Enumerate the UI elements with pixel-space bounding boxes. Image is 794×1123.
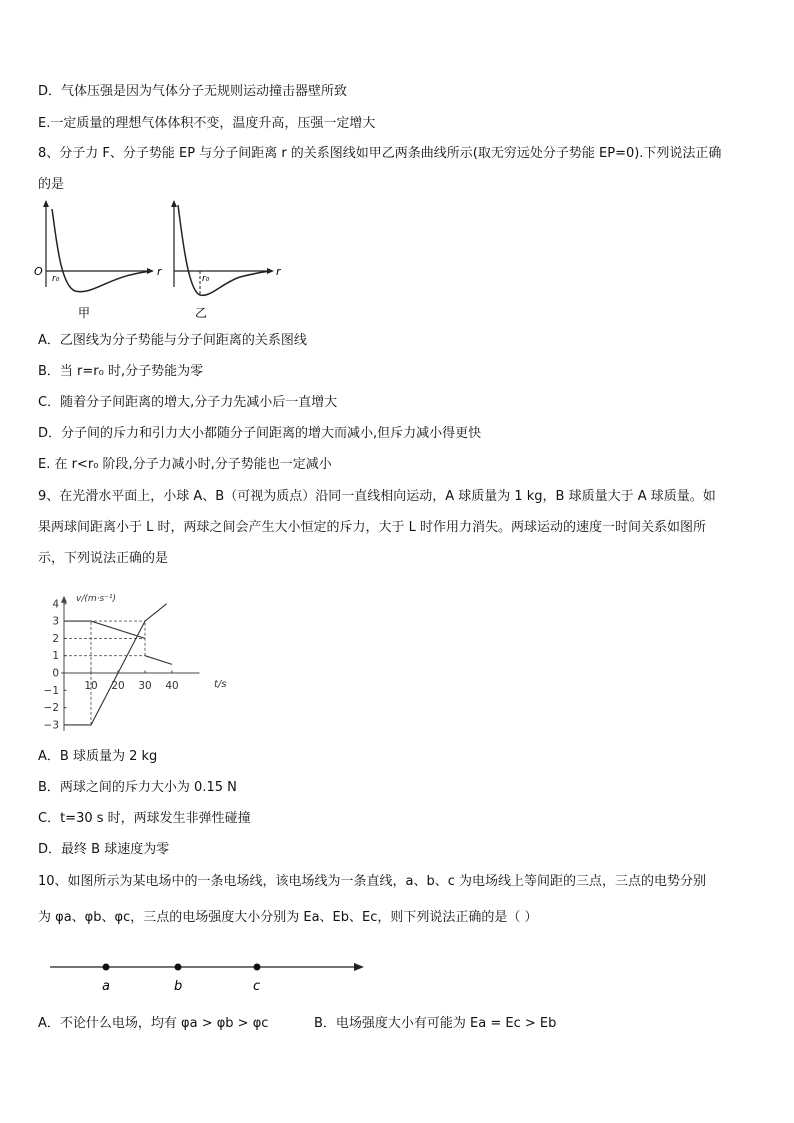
chart-y-tick-label: −3 xyxy=(43,719,59,732)
q7-option-e: E.一定质量的理想气体体积不变，温度升高，压强一定增大 xyxy=(38,116,376,131)
graph-right-caption: 乙 xyxy=(195,306,208,320)
chart-x-tick-label: 10 xyxy=(84,680,98,692)
q8-option-b: B．当 r=r₀ 时,分子势能为零 xyxy=(38,364,204,379)
graph-right xyxy=(171,200,282,320)
chart-y-tick-label: 3 xyxy=(52,615,59,628)
chart-y-tick-label: 1 xyxy=(52,650,59,663)
point-a-label: a xyxy=(102,979,110,994)
q10-option-a: A．不论什么电场，均有 φa > φb > φc xyxy=(38,1016,269,1031)
point-c xyxy=(254,964,261,971)
chart-y-axis-label: v/(m·s⁻¹) xyxy=(76,594,117,604)
q10-option-b: B．电场强度大小有可能为 Ea = Ec > Eb xyxy=(314,1016,557,1031)
q9-option-a: A．B 球质量为 2 kg xyxy=(38,749,158,764)
point-b xyxy=(175,964,182,971)
q8-stem-line-2: 的是 xyxy=(38,177,65,192)
chart-x-tick-label: 40 xyxy=(165,680,179,692)
chart-x-tick-label: 30 xyxy=(138,680,152,692)
q7-option-d: D．气体压强是因为气体分子无规则运动撞击器壁所致 xyxy=(38,84,348,99)
q9-option-b: B．两球之间的斥力大小为 0.15 N xyxy=(38,780,237,795)
electric-field-line-figure xyxy=(46,955,376,1000)
point-b-label: b xyxy=(174,979,183,994)
q8-option-a: A．乙图线为分子势能与分子间距离的关系图线 xyxy=(38,333,307,348)
chart-series-line-2 xyxy=(145,656,172,665)
q9-stem-line-3: 示，下列说法正确的是 xyxy=(38,551,169,566)
chart-y-axis-arrow xyxy=(61,596,67,603)
q8-option-d: D．分子间的斥力和引力大小都随分子间距离的增大而减小,但斥力减小得更快 xyxy=(38,426,482,441)
chart-y-tick-label: −2 xyxy=(43,702,59,715)
velocity-time-chart xyxy=(36,585,236,740)
graph-left xyxy=(34,200,163,320)
q8-option-c: C．随着分子间距离的增大,分子力先减小后一直增大 xyxy=(38,395,338,410)
chart-x-axis-label: t/s xyxy=(214,679,227,690)
point-c-label: c xyxy=(253,979,261,994)
q10-stem-line-2: 为 φa、φb、φc，三点的电场强度大小分别为 Ea、Eb、Ec，则下列说法正确的是（ ） xyxy=(38,910,538,925)
q9-stem-line-2: 果两球间距离小于 L 时，两球之间会产生大小恒定的斥力，大于 L 时作用力消失。两球运动的速度一时间关系如图所 xyxy=(38,520,707,535)
point-a xyxy=(103,964,110,971)
graph-left-mark: r₀ xyxy=(52,274,60,284)
chart-x-tick-label: 20 xyxy=(111,680,125,692)
q10-stem-line-1: 10、如图所示为某电场中的一条电场线，该电场线为一条直线，a、b、c 为电场线上等间距的三点，三点的电势分别 xyxy=(38,874,707,889)
graph-right-mark: r₀ xyxy=(202,274,210,284)
q9-option-d: D．最终 B 球速度为零 xyxy=(38,842,170,857)
chart-y-tick-label: 4 xyxy=(52,598,59,611)
chart-y-tick-label: −1 xyxy=(43,684,59,697)
chart-y-tick-label: 0 xyxy=(52,667,59,680)
chart-y-tick-label: 2 xyxy=(52,632,59,645)
graph-left-origin: O xyxy=(34,265,43,278)
q8-option-e: E. 在 r<r₀ 阶段,分子力减小时,分子势能也一定减小 xyxy=(38,457,332,472)
q9-stem-line-1: 9、在光滑水平面上，小球 A、B（可视为质点）沿同一直线相向运动，A 球质量为 1 kg，B 球质量大于 A 球质量。如 xyxy=(38,489,716,504)
q8-stem-line-1: 8、分子力 F、分子势能 EP 与分子间距离 r 的关系图线如甲乙两条曲线所示(取无穷远处分子势能 EP=0).下列说法正确 xyxy=(38,146,722,161)
graph-right-axis-label: r xyxy=(276,265,281,278)
q9-option-c: C．t=30 s 时，两球发生非弹性碰撞 xyxy=(38,811,251,826)
chart-series-line-1 xyxy=(64,621,145,638)
q8-figure xyxy=(30,195,290,325)
graph-left-axis-label: r xyxy=(157,265,162,278)
graph-left-caption: 甲 xyxy=(78,306,91,320)
chart-series-line-4 xyxy=(145,604,167,621)
